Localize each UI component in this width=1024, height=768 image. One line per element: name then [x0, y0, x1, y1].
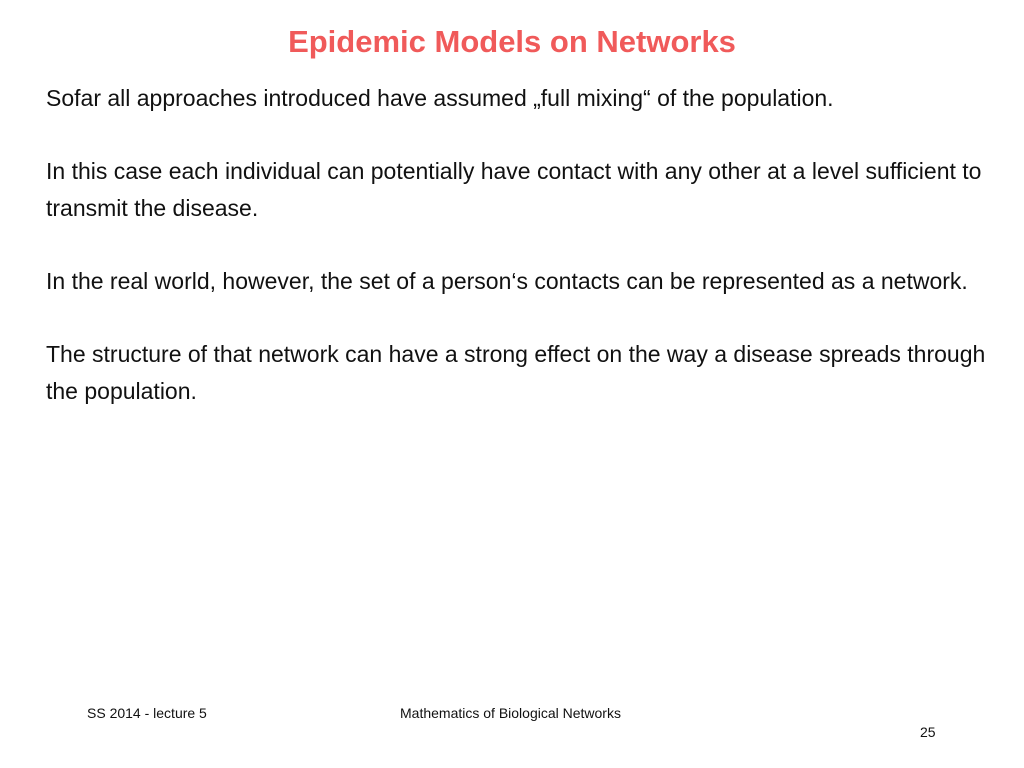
slide-body — [46, 80, 986, 446]
footer-course-title: Mathematics of Biological Networks — [400, 705, 621, 721]
page-number: 25 — [920, 724, 936, 740]
slide-title: Epidemic Models on Networks — [288, 24, 736, 59]
paragraph-real-world-network: In the real world, however, the set of a person‘s contacts can be represented as a network. — [46, 268, 968, 294]
footer-lecture: SS 2014 - lecture 5 — [87, 705, 207, 721]
paragraph-contact-any: In this case each individual can potentially have contact with any other at a level sufficient to transmit the disease. — [46, 158, 982, 221]
paragraph-network-structure: The structure of that network can have a strong effect on the way a disease spreads through the population. — [46, 341, 986, 404]
paragraph-full-mixing: Sofar all approaches introduced have assumed „full mixing“ of the population. — [46, 85, 834, 111]
